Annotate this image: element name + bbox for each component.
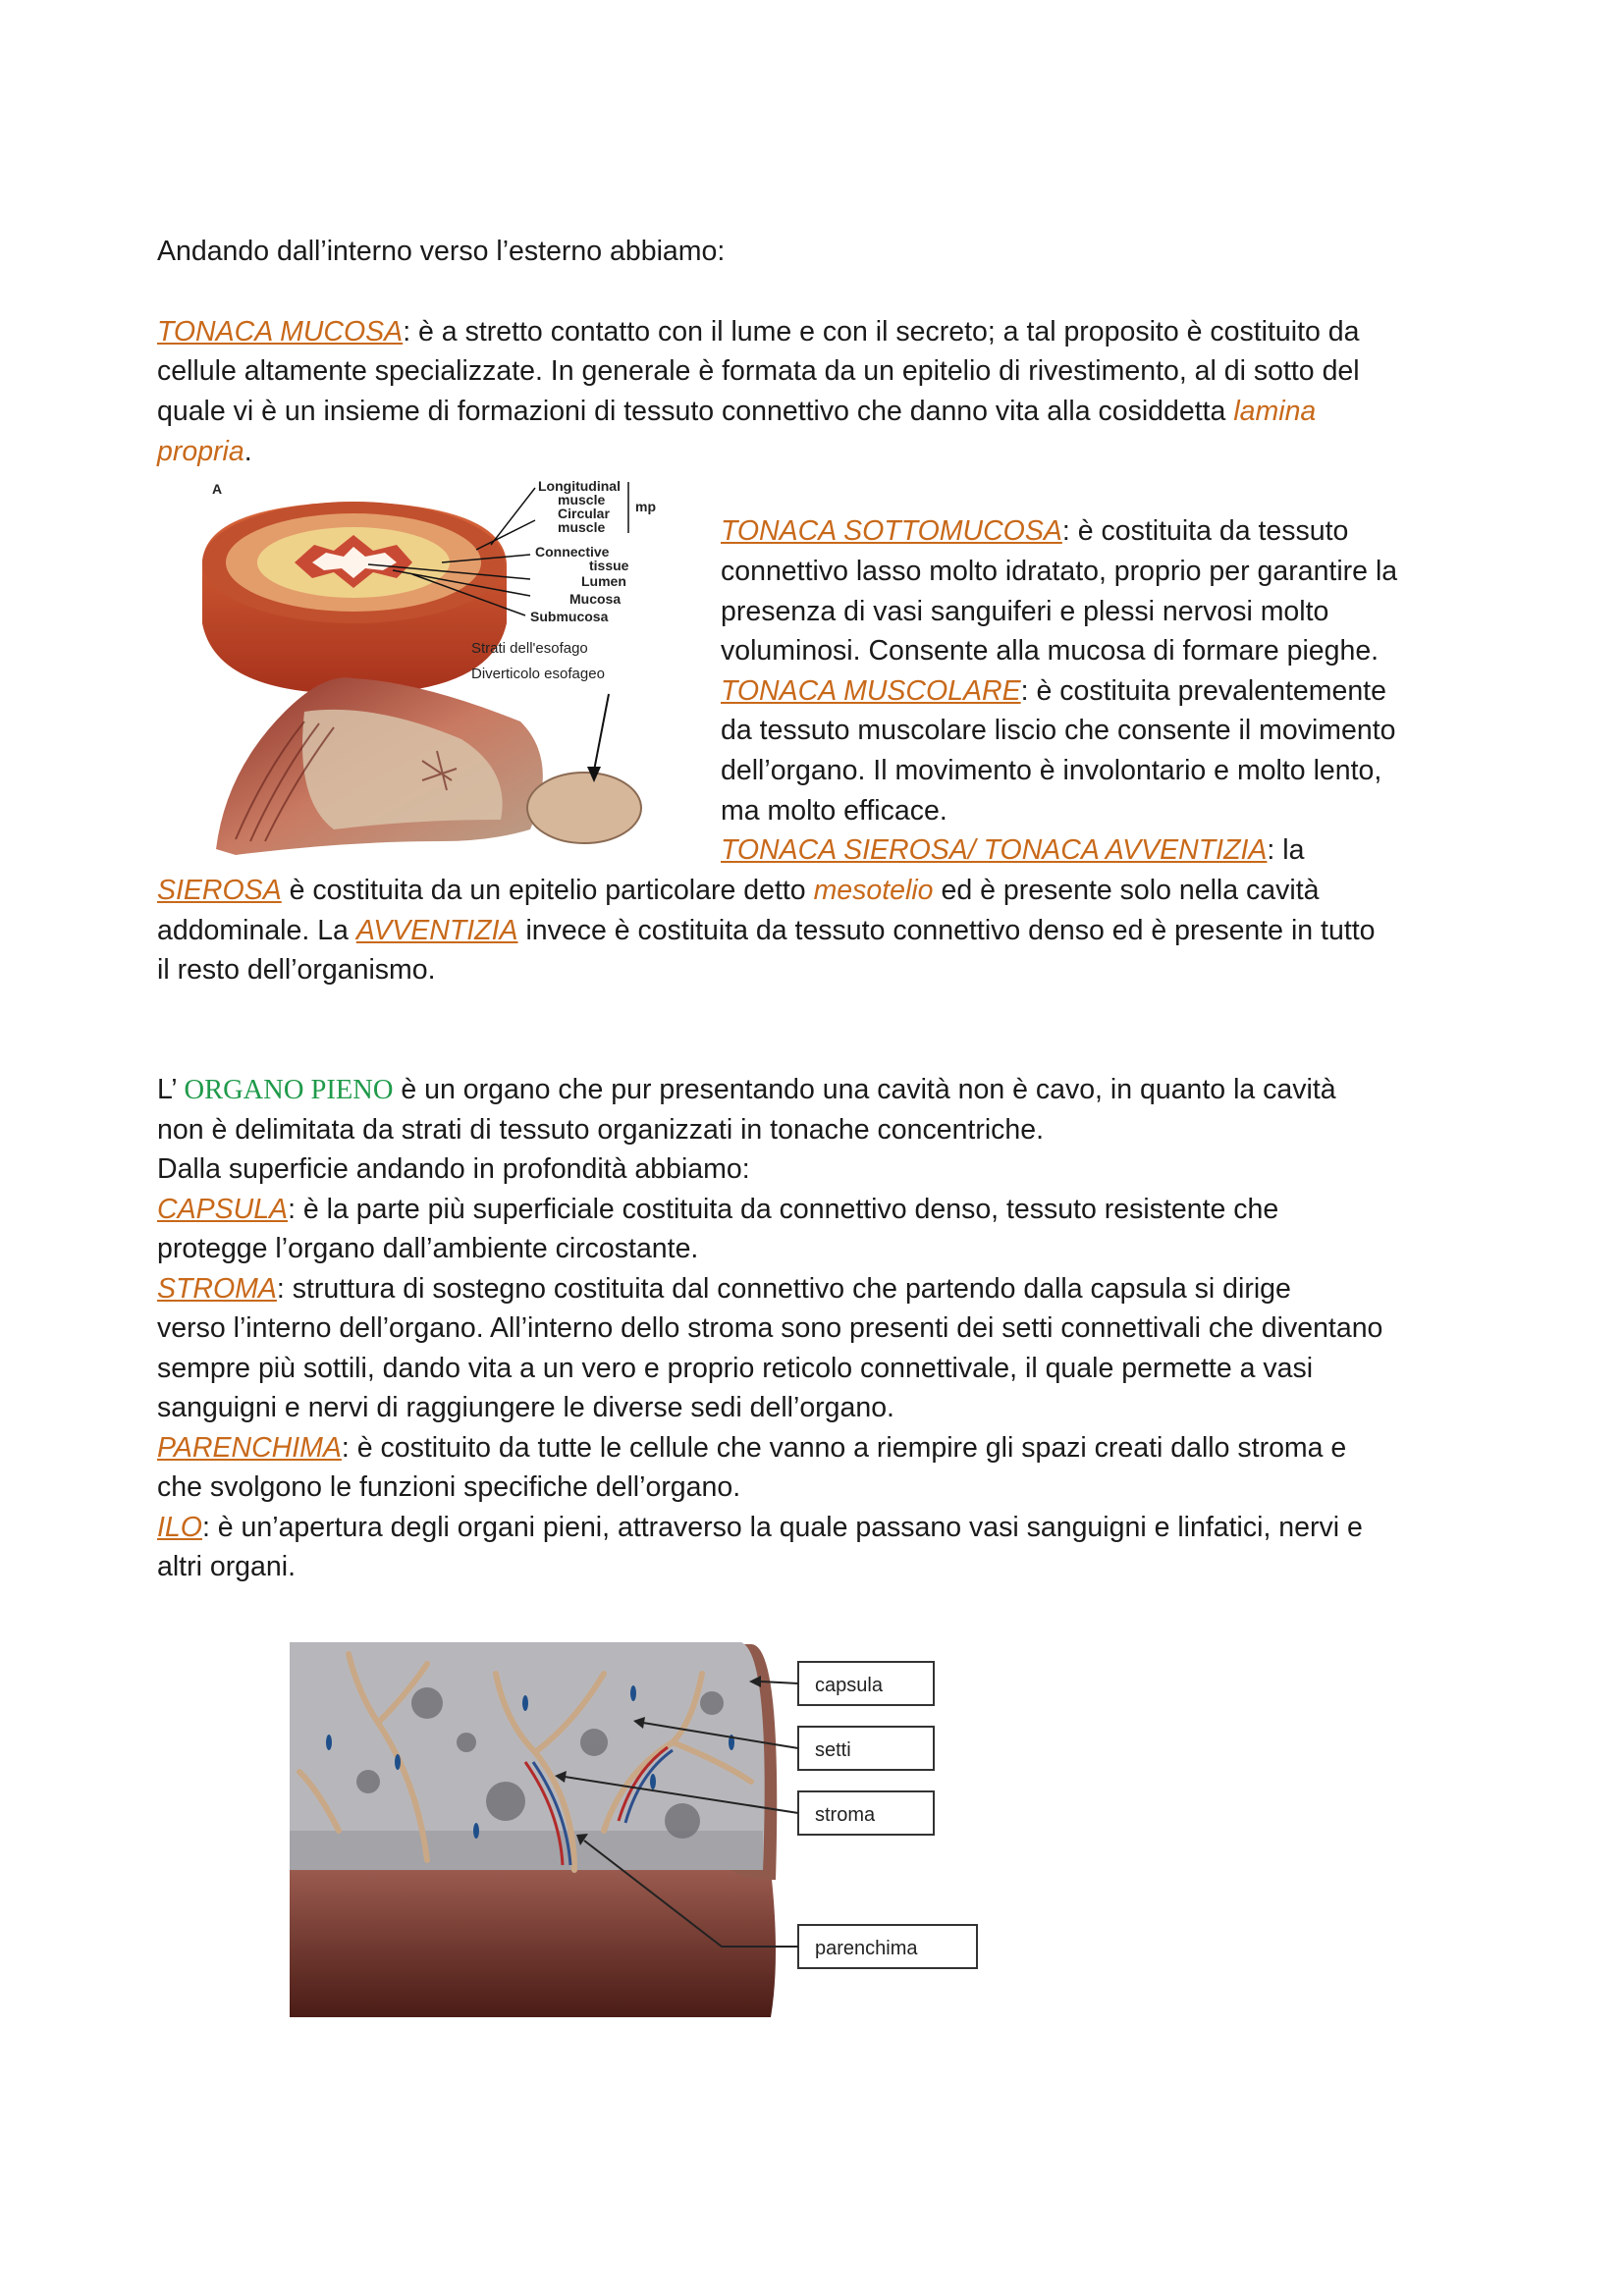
- panel-letter: A: [212, 481, 223, 497]
- label-mucosa: Mucosa: [569, 591, 622, 607]
- sierosa-line-4: il resto dell’organismo.: [157, 954, 436, 986]
- solid-organ-figure: [280, 1634, 987, 2027]
- sierosa-line-3: addominale. La AVVENTIZIA invece è costituita da tessuto connettivo denso ed è presente in tutto: [157, 915, 1376, 946]
- sottomucosa-line-4: voluminosi. Consente alla mucosa di formare pieghe.: [721, 635, 1380, 667]
- stroma-line-3: sempre più sottili, dando vita a un vero e proprio reticolo connettivale, il quale permette a vasi: [157, 1353, 1314, 1384]
- label-strati: Strati dell'esofago: [471, 640, 588, 657]
- sierosa-term: SIEROSA: [157, 875, 282, 906]
- label-stroma: stroma: [815, 1804, 876, 1826]
- organo-line-3: Dalla superficie andando in profondità abbiamo:: [157, 1153, 750, 1185]
- sierosa-line-1: TONACA SIEROSA/ TONACA AVVENTIZIA: la: [721, 834, 1305, 866]
- muscolare-line-4: ma molto efficace.: [721, 795, 947, 827]
- mucosa-term: TONACA MUCOSA: [157, 316, 404, 347]
- capsula-term: CAPSULA: [157, 1194, 289, 1225]
- mucosa-line-4: propria.: [157, 436, 252, 467]
- diverticulum-pouch: [527, 773, 641, 843]
- label-submucosa: Submucosa: [530, 609, 609, 624]
- organ-base: [290, 1870, 776, 2017]
- label-lumen: Lumen: [581, 573, 626, 589]
- ilo-term: ILO: [157, 1512, 202, 1543]
- label-circular-2: muscle: [558, 519, 606, 535]
- sottomucosa-term: TONACA SOTTOMUCOSA: [721, 515, 1062, 547]
- avventizia-term: AVVENTIZIA: [355, 915, 518, 946]
- lamina-term: lamina: [1233, 396, 1317, 427]
- label-setti: setti: [815, 1739, 851, 1761]
- sottomucosa-line-3: presenza di vasi sanguiferi e plessi nervosi molto: [721, 596, 1329, 627]
- muscolare-line-2: da tessuto muscolare liscio che consente il movimento: [721, 715, 1396, 746]
- label-parenchima: parenchima: [815, 1938, 918, 1959]
- organo-pieno-term: ORGANO PIENO: [184, 1075, 394, 1105]
- stroma-line-2: verso l’interno dell’organo. All’interno dello stroma sono presenti dei setti connettivali che diventano: [157, 1312, 1383, 1344]
- label-longitudinal: Longitudinal: [538, 478, 621, 494]
- ilo-line-1: ILO: è un’apertura degli organi pieni, attraverso la quale passano vasi sanguigni e linfatici, nervi e: [157, 1512, 1363, 1543]
- muscolare-line-1: TONACA MUSCOLARE: è costituita prevalentemente: [721, 675, 1386, 707]
- ilo-line-2: altri organi.: [157, 1551, 296, 1582]
- mucosa-line-3: quale vi è un insieme di formazioni di tessuto connettivo che danno vita alla cosiddetta lamina: [157, 396, 1317, 427]
- label-mp: mp: [635, 499, 656, 514]
- organo-line-1: L’ ORGANO PIENO è un organo che pur presentando una cavità non è cavo, in quanto la cavità: [157, 1074, 1336, 1105]
- propria-term: propria: [157, 436, 244, 467]
- label-connective: Connective: [535, 544, 610, 560]
- stroma-line-1: STROMA: struttura di sostegno costituita dal connettivo che partendo dalla capsula si dirige: [157, 1273, 1291, 1305]
- mucosa-line-1: TONACA MUCOSA: è a stretto contatto con il lume e con il secreto; a tal proposito è costituito da: [157, 316, 1360, 347]
- mucosa-line-2: cellule altamente specializzate. In generale è formata da un epitelio di rivestimento, al di sotto del: [157, 355, 1360, 387]
- stroma-line-4: sanguigni e nervi di raggiungere le diverse sedi dell’organo.: [157, 1392, 894, 1423]
- sierosa-avventizia-term: TONACA SIEROSA/ TONACA AVVENTIZIA: [721, 834, 1268, 866]
- parenchima-term: PARENCHIMA: [157, 1432, 342, 1464]
- label-longitudinal-2: muscle: [558, 492, 606, 507]
- esophagus-figure: [196, 476, 687, 859]
- parenchima-line-2: che svolgono le funzioni specifiche dell’organo.: [157, 1471, 741, 1503]
- sottomucosa-line-2: connettivo lasso molto idratato, proprio per garantire la: [721, 556, 1398, 587]
- capsula-line-2: protegge l’organo dall’ambiente circostante.: [157, 1233, 699, 1264]
- sottomucosa-line-1: TONACA SOTTOMUCOSA: è costituita da tessuto: [721, 515, 1349, 547]
- label-circular: Circular: [558, 506, 610, 521]
- label-connective-2: tissue: [589, 558, 629, 573]
- parenchima-line-1: PARENCHIMA: è costituito da tutte le cellule che vanno a riempire gli spazi creati dallo stroma e: [157, 1432, 1347, 1464]
- muscolare-term: TONACA MUSCOLARE: [721, 675, 1021, 707]
- stroma-term: STROMA: [157, 1273, 277, 1305]
- intro-line: Andando dall’interno verso l’esterno abbiamo:: [157, 236, 726, 267]
- organo-line-2: non è delimitata da strati di tessuto organizzati in tonache concentriche.: [157, 1114, 1045, 1146]
- sierosa-line-2: SIEROSA è costituita da un epitelio particolare detto mesotelio ed è presente solo nella cavità: [157, 875, 1320, 906]
- capsula-line-1: CAPSULA: è la parte più superficiale costituita da connettivo denso, tessuto resistente che: [157, 1194, 1279, 1225]
- mesotelio-term: mesotelio: [813, 875, 934, 906]
- label-diverticolo: Diverticolo esofageo: [471, 666, 605, 682]
- label-capsula: capsula: [815, 1675, 883, 1696]
- muscolare-line-3: dell’organo. Il movimento è involontario e molto lento,: [721, 755, 1382, 786]
